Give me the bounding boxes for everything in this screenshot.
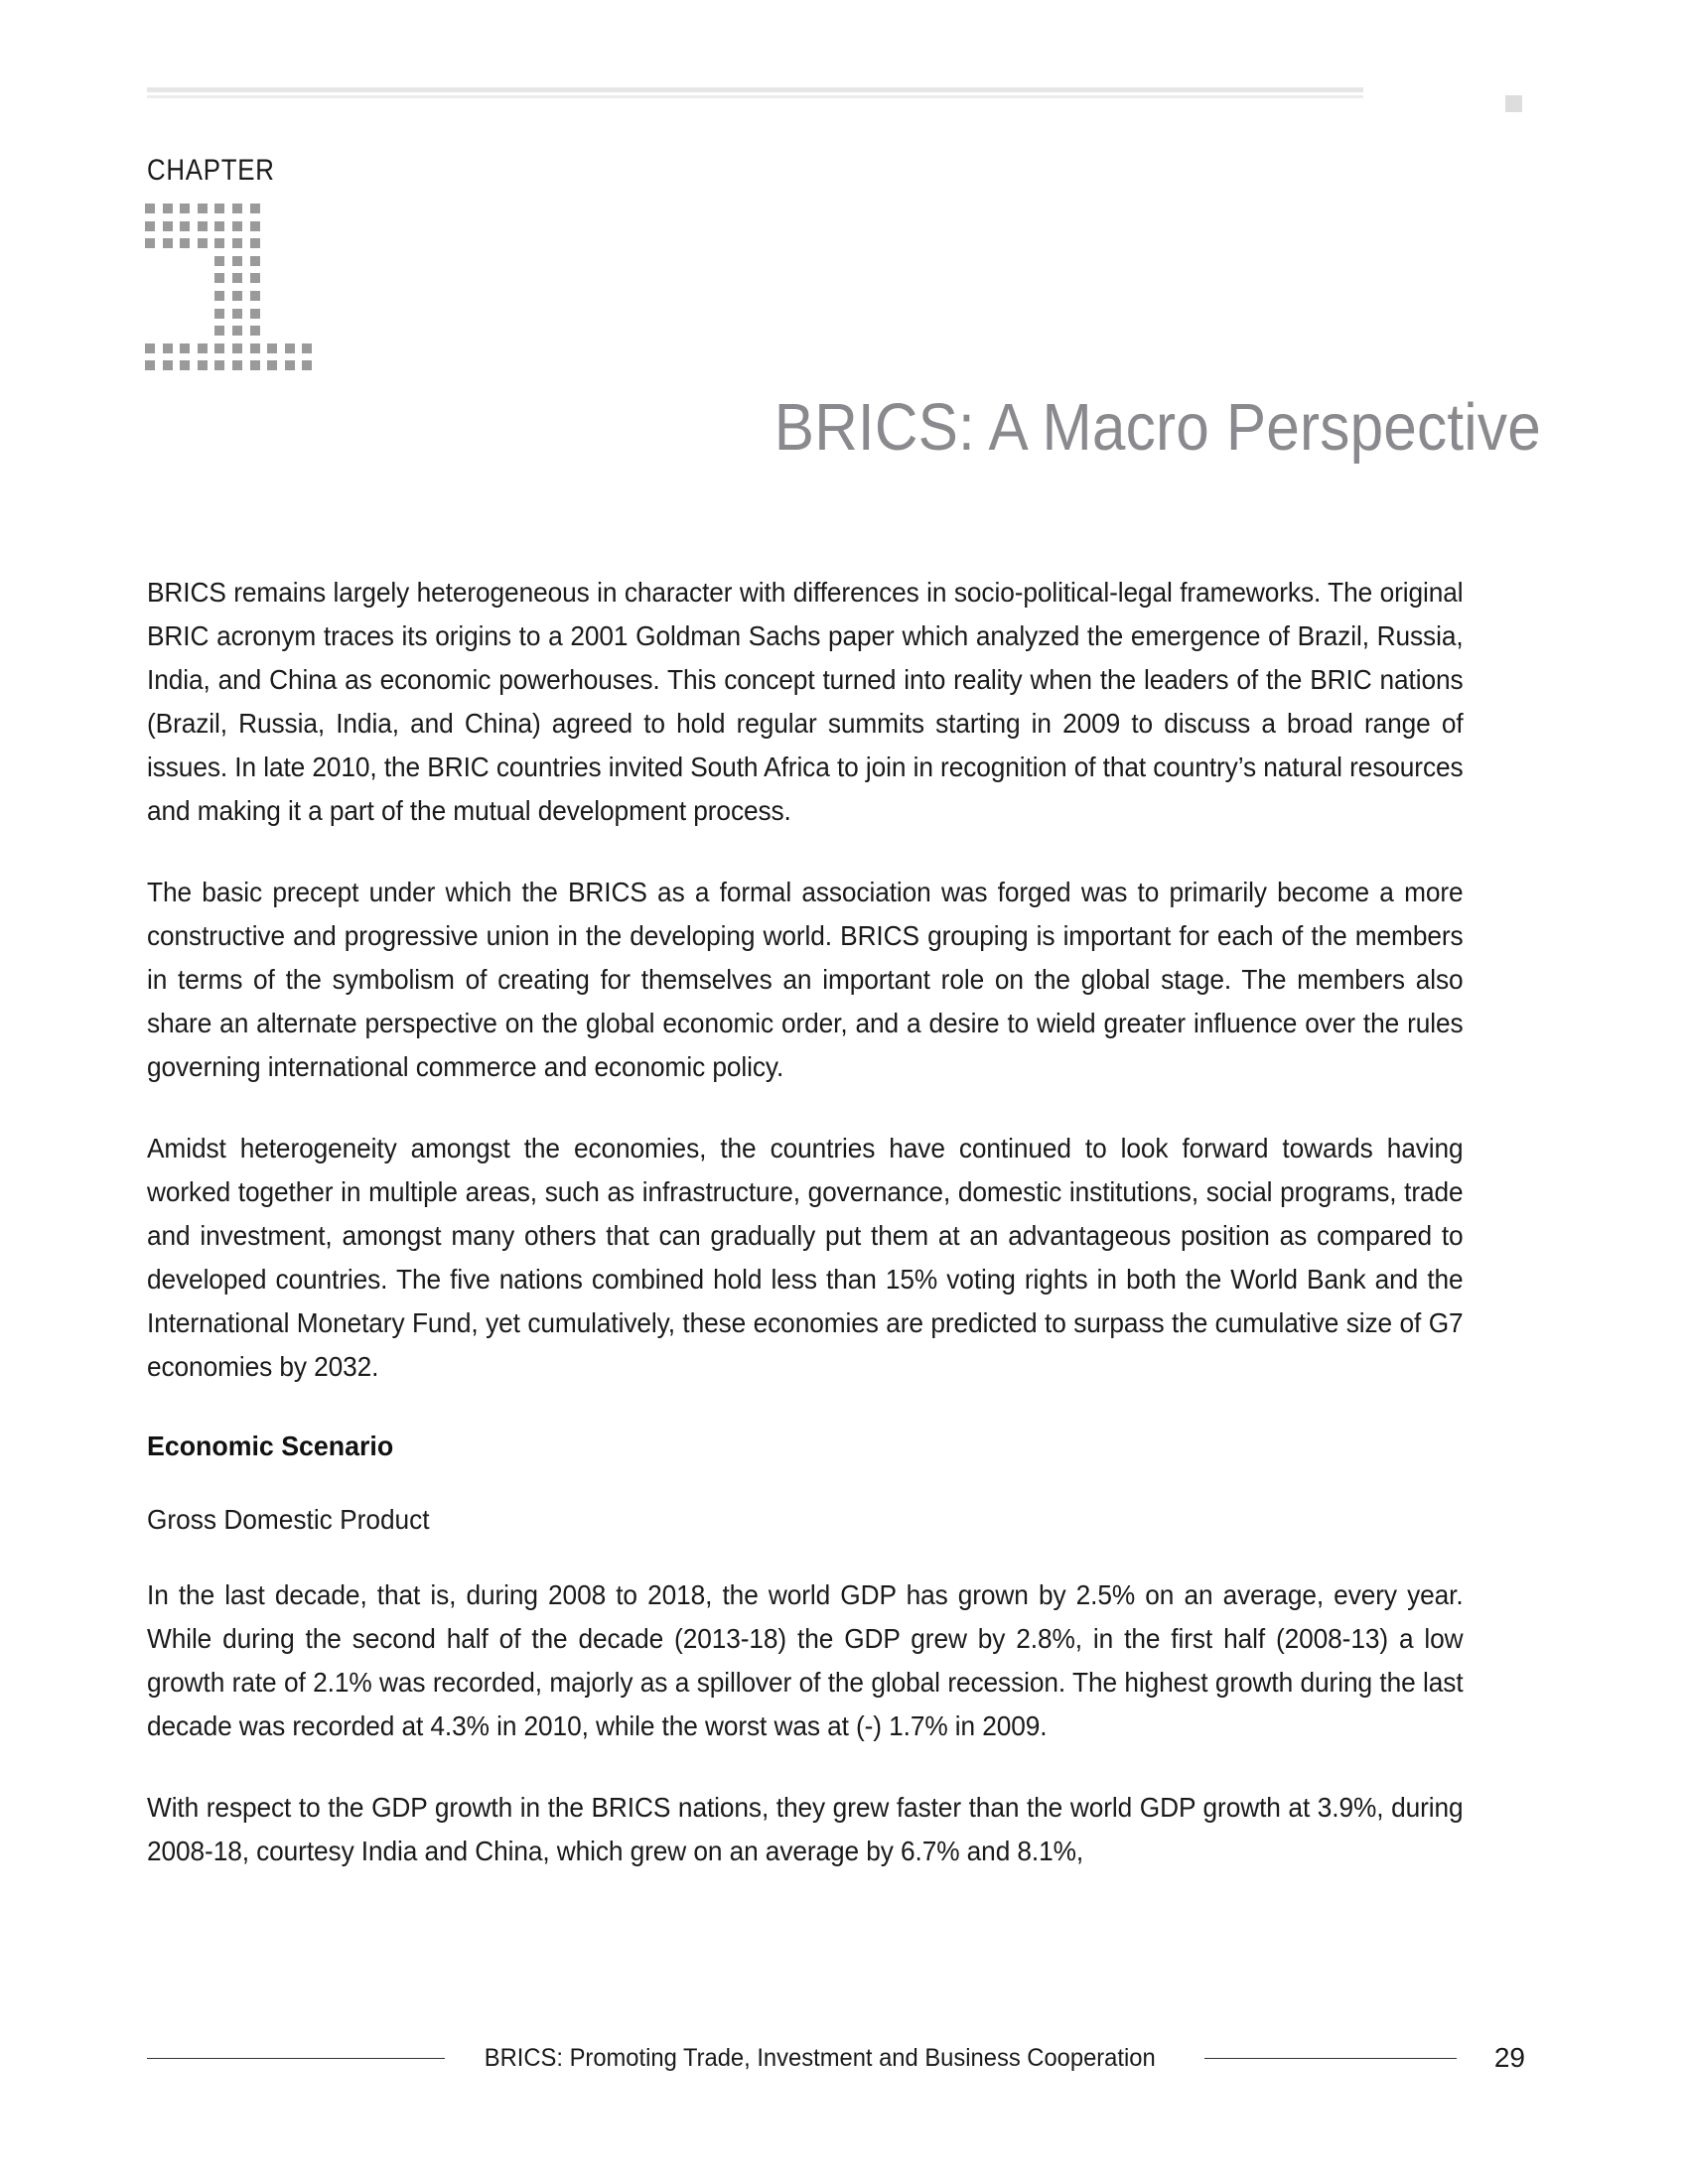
dot-matrix-cell [267, 204, 285, 221]
dot-matrix-cell [285, 273, 303, 291]
dot-matrix-grid [145, 204, 320, 378]
header-rule [147, 87, 1363, 98]
dot-matrix-cell [250, 360, 268, 378]
dot-matrix-cell [180, 238, 198, 256]
page-footer [147, 2042, 1525, 2074]
dot-matrix-cell [198, 291, 215, 309]
dot-matrix-cell [145, 291, 163, 309]
dot-matrix-cell [250, 343, 268, 361]
dot-matrix-cell [145, 360, 163, 378]
dot-matrix-cell [198, 326, 215, 343]
dot-matrix-cell [267, 360, 285, 378]
dot-matrix-cell [232, 238, 250, 256]
dot-matrix-cell [302, 326, 320, 343]
dot-matrix-cell [214, 204, 232, 221]
dot-matrix-cell [250, 309, 268, 327]
dot-matrix-cell [285, 326, 303, 343]
footer-rule-right [1204, 2058, 1456, 2059]
dot-matrix-cell [214, 309, 232, 327]
dot-matrix-cell [285, 360, 303, 378]
dot-matrix-cell [214, 326, 232, 343]
dot-matrix-cell [198, 343, 215, 361]
footer-rule-left [147, 2058, 445, 2059]
dot-matrix-cell [232, 204, 250, 221]
dot-matrix-cell [267, 291, 285, 309]
dot-matrix-cell [214, 256, 232, 274]
dot-matrix-cell [267, 221, 285, 239]
dot-matrix-cell [180, 204, 198, 221]
body-column [147, 571, 1525, 1873]
dot-matrix-cell [145, 256, 163, 274]
dot-matrix-cell [163, 309, 181, 327]
dot-matrix-cell [163, 204, 181, 221]
header-rule-thin [147, 95, 1363, 98]
dot-matrix-cell [145, 204, 163, 221]
dot-matrix-cell [232, 360, 250, 378]
dot-matrix-cell [250, 273, 268, 291]
dot-matrix-cell [250, 204, 268, 221]
dot-matrix-cell [163, 326, 181, 343]
dot-matrix-cell [267, 273, 285, 291]
dot-matrix-cell [145, 326, 163, 343]
dot-matrix-cell [214, 343, 232, 361]
footer-title: BRICS: Promoting Trade, Investment and Business Cooperation [484, 2043, 1156, 2072]
corner-square-mark [1505, 95, 1522, 112]
dot-matrix-cell [163, 221, 181, 239]
dot-matrix-cell [180, 309, 198, 327]
dot-matrix-cell [302, 204, 320, 221]
dot-matrix-cell [250, 326, 268, 343]
paragraph-3: Amidst heterogeneity amongst the economies, the countries have continued to look forward towards having worked together in multiple areas, such as infrastructure, governance, domestic institutions, social programs, trade and investment, amongst many others that can gradually put them at an advantageous position as compared to developed countries. The five nations combined hold less than 15% voting rights in both the World Bank and the International Monetary Fund, yet cumulatively, these economies are predicted to surpass the cumulative size of G7 economies by 2032. [147, 1133, 1464, 1382]
dot-matrix-cell [232, 326, 250, 343]
dot-matrix-cell [145, 273, 163, 291]
dot-matrix-cell [180, 291, 198, 309]
dot-matrix-cell [267, 326, 285, 343]
dot-matrix-cell [232, 343, 250, 361]
dot-matrix-cell [163, 291, 181, 309]
dot-matrix-cell [285, 221, 303, 239]
dot-matrix-cell [163, 256, 181, 274]
dot-matrix-cell [267, 238, 285, 256]
paragraph-4: In the last decade, that is, during 2008 to 2018, the world GDP has grown by 2.5% on an average, every year. While during the second half of the decade (2013-18) the GDP grew by 2.8%, in the first half (2008-13) a low growth rate of 2.1% was recorded, majorly as a spillover of the global recession. The highest growth during the last decade was recorded at 4.3% in 2010, while the worst was at (-) 1.7% in 2009. [147, 1579, 1464, 1741]
dot-matrix-cell [302, 256, 320, 274]
dot-matrix-cell [267, 309, 285, 327]
dot-matrix-cell [163, 273, 181, 291]
dot-matrix-cell [214, 221, 232, 239]
dot-matrix-cell [267, 343, 285, 361]
dot-matrix-cell [198, 273, 215, 291]
paragraph-1: BRICS remains largely heterogeneous in character with differences in socio-political-legal frameworks. The original BRIC acronym traces its origins to a 2001 Goldman Sachs paper which analyzed the emergence of Brazil, Russia, India, and China as economic powerhouses. This concept turned into reality when the leaders of the BRIC nations (Brazil, Russia, India, and China) agreed to hold regular summits starting in 2009 to discuss a broad range of issues. In late 2010, the BRIC countries invited South Africa to join in recognition of that country’s natural resources and making it a part of the mutual development process. [147, 577, 1464, 826]
page-number: 29 [1493, 2042, 1525, 2073]
dot-matrix-cell [232, 256, 250, 274]
dot-matrix-cell [214, 238, 232, 256]
dot-matrix-cell [285, 204, 303, 221]
dot-matrix-cell [180, 221, 198, 239]
dot-matrix-cell [145, 343, 163, 361]
dot-matrix-cell [163, 360, 181, 378]
dot-matrix-cell [232, 221, 250, 239]
subheading-gross-domestic-product: Gross Domestic Product [147, 1504, 430, 1535]
dot-matrix-cell [180, 360, 198, 378]
dot-matrix-cell [302, 291, 320, 309]
dot-matrix-cell [180, 256, 198, 274]
chapter-number-dotmatrix [145, 204, 320, 378]
dot-matrix-cell [285, 343, 303, 361]
dot-matrix-cell [250, 256, 268, 274]
dot-matrix-cell [267, 256, 285, 274]
dot-matrix-cell [302, 309, 320, 327]
dot-matrix-cell [145, 221, 163, 239]
dot-matrix-cell [302, 221, 320, 239]
dot-matrix-cell [232, 291, 250, 309]
dot-matrix-cell [302, 273, 320, 291]
dot-matrix-cell [180, 273, 198, 291]
dot-matrix-cell [250, 221, 268, 239]
dot-matrix-cell [214, 291, 232, 309]
chapter-label: CHAPTER [147, 154, 275, 187]
dot-matrix-cell [163, 238, 181, 256]
dot-matrix-cell [232, 309, 250, 327]
dot-matrix-cell [198, 221, 215, 239]
dot-matrix-cell [198, 256, 215, 274]
dot-matrix-cell [285, 291, 303, 309]
dot-matrix-cell [180, 343, 198, 361]
dot-matrix-cell [198, 360, 215, 378]
dot-matrix-cell [198, 309, 215, 327]
section-heading-economic-scenario: Economic Scenario [147, 1431, 394, 1461]
dot-matrix-cell [163, 343, 181, 361]
dot-matrix-cell [198, 238, 215, 256]
dot-matrix-cell [180, 326, 198, 343]
page-title: BRICS: A Macro Perspective [774, 390, 1541, 465]
dot-matrix-cell [302, 343, 320, 361]
dot-matrix-cell [145, 238, 163, 256]
dot-matrix-cell [285, 256, 303, 274]
paragraph-5: With respect to the GDP growth in the BRICS nations, they grew faster than the world GDP growth at 3.9%, during 2008-18, courtesy India and China, which grew on an average by 6.7% and 8.1%, [147, 1792, 1464, 1866]
dot-matrix-cell [302, 238, 320, 256]
dot-matrix-cell [250, 291, 268, 309]
dot-matrix-cell [285, 309, 303, 327]
dot-matrix-cell [214, 273, 232, 291]
dot-matrix-cell [145, 309, 163, 327]
dot-matrix-cell [214, 360, 232, 378]
dot-matrix-cell [302, 360, 320, 378]
dot-matrix-cell [285, 238, 303, 256]
dot-matrix-cell [198, 204, 215, 221]
dot-matrix-cell [250, 238, 268, 256]
dot-matrix-cell [232, 273, 250, 291]
paragraph-2: The basic precept under which the BRICS as a formal association was forged was to primarily become a more constructive and progressive union in the developing world. BRICS grouping is important for each of the members in terms of the symbolism of creating for themselves an important role on the global stage. The members also share an alternate perspective on the global economic order, and a desire to wield greater influence over the rules governing international commerce and economic policy. [147, 877, 1464, 1082]
